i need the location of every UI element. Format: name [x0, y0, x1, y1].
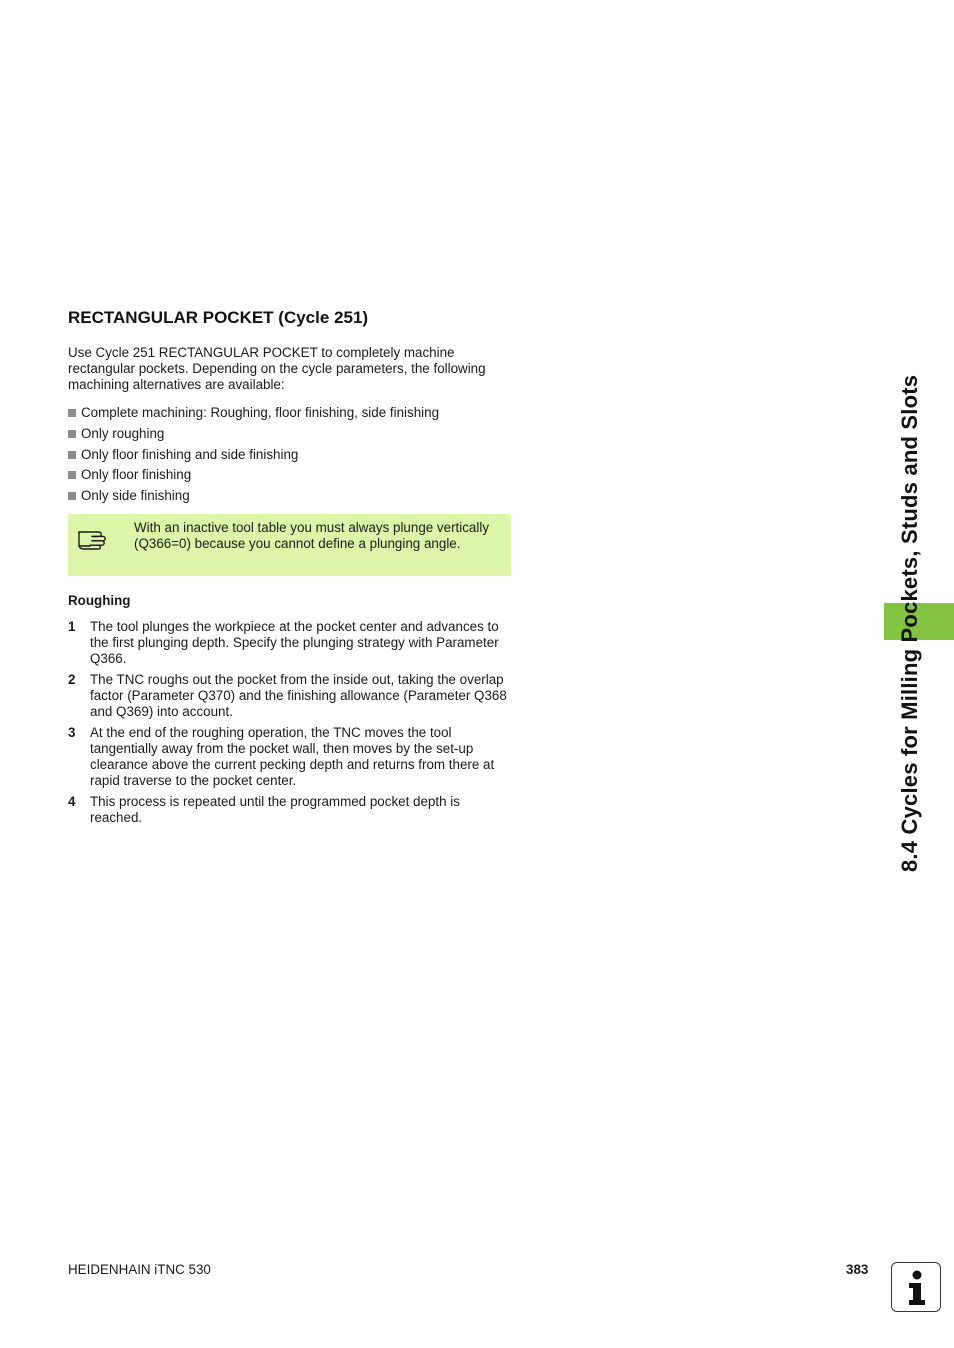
- list-item-text: Only floor finishing: [81, 467, 192, 483]
- list-item: [68, 486, 439, 507]
- bullet-square-icon: [68, 471, 76, 479]
- step-number: 3: [68, 725, 76, 740]
- step-text: The TNC roughs out the pocket from the inside out, taking the overlap factor (Parameter Q370) and the finishing allowance (Parameter Q368 and Q369) into account.: [90, 672, 507, 719]
- step-text: This process is repeated until the programmed pocket depth is reached.: [90, 794, 460, 825]
- bullet-square-icon: [68, 492, 76, 500]
- intro-paragraph: Use Cycle 251 RECTANGULAR POCKET to completely machine rectangular pockets. Depending on the cycle parameters, the following machining alternatives are available:: [68, 345, 486, 392]
- step-number: 1: [68, 619, 76, 634]
- note-box: [68, 514, 511, 576]
- step-item: [68, 619, 510, 667]
- page-number: 383: [846, 1262, 869, 1277]
- manual-name: HEIDENHAIN iTNC 530: [68, 1262, 211, 1277]
- step-text: At the end of the roughing operation, the TNC moves the tool tangentially away from the pocket wall, then moves by the set-up clearance above the current pecking depth and returns from there at rapid traverse to the pocket center.: [90, 725, 495, 788]
- bullet-square-icon: [68, 409, 76, 417]
- step-item: [68, 672, 510, 720]
- chapter-title: 8.4 Cycles for Milling Pockets, Studs and Slots: [897, 374, 922, 872]
- list-item-text: Complete machining: Roughing, floor finishing, side finishing: [81, 405, 440, 421]
- bullet-square-icon: [68, 451, 76, 459]
- step-number: 4: [68, 794, 76, 809]
- section-title: RECTANGULAR POCKET (Cycle 251): [68, 308, 369, 327]
- step-number: 2: [68, 672, 76, 687]
- note-text: With an inactive tool table you must always plunge vertically (Q366=0) because you cannot define a plunging angle.: [134, 520, 490, 551]
- pointing-hand-icon: [77, 523, 111, 551]
- list-item-text: Only roughing: [81, 426, 165, 442]
- list-item-text: Only floor finishing and side finishing: [81, 446, 299, 462]
- machining-alternatives-list: [68, 403, 439, 506]
- step-text: The tool plunges the workpiece at the pocket center and advances to the first plunging depth. Specify the plunging strategy with Parameter Q366.: [90, 619, 499, 666]
- list-item: [68, 424, 439, 445]
- info-icon-box: [891, 1262, 941, 1312]
- list-item: [68, 465, 439, 486]
- roughing-heading: Roughing: [68, 593, 131, 608]
- info-icon: [892, 1263, 942, 1313]
- bullet-square-icon: [68, 430, 76, 438]
- step-item: [68, 725, 510, 789]
- list-item-text: Only side finishing: [81, 488, 190, 504]
- list-item: [68, 403, 439, 424]
- list-item: [68, 444, 439, 465]
- roughing-steps: [68, 619, 510, 831]
- step-item: [68, 794, 510, 826]
